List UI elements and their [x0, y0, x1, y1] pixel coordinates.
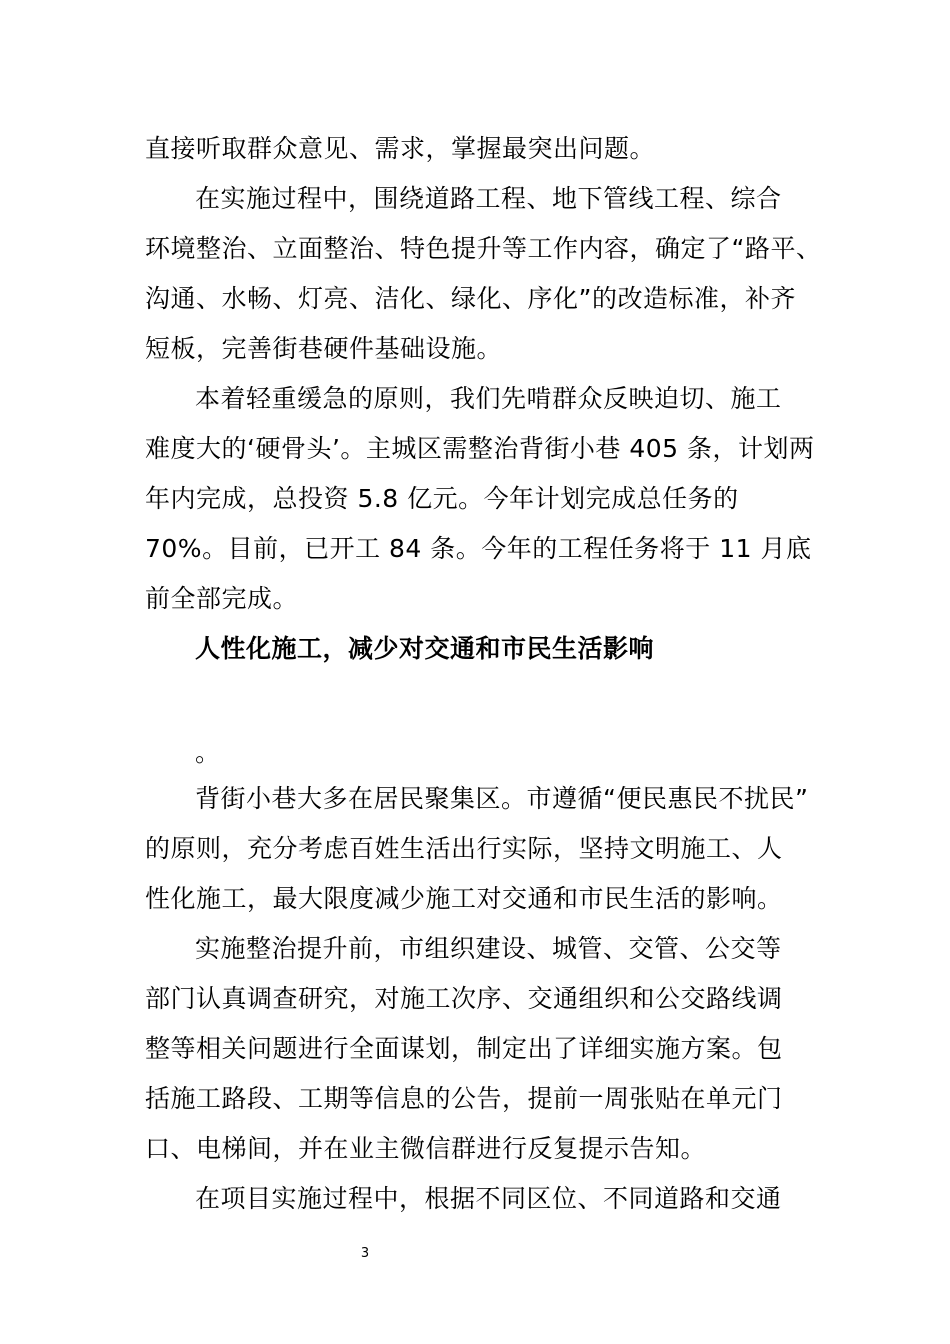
paragraph-line: 括施工路段、工期等信息的公告，提前一周张贴在单元门: [145, 1084, 783, 1113]
paragraph-line: 前全部完成。: [145, 584, 299, 613]
paragraph-line: 难度大的‘硬骨头’。主城区需整治背街小巷 405 条，计划两: [145, 434, 815, 463]
paragraph-line: 背街小巷大多在居民聚集区。市遵循“便民惠民不扰民”: [195, 784, 809, 813]
paragraph-line: 沟通、水畅、灯亮、洁化、绿化、序化”的改造标准，补齐: [145, 284, 796, 313]
paragraph-line: 性化施工，最大限度减少施工对交通和市民生活的影响。: [145, 884, 783, 913]
paragraph-line: 实施整治提升前，市组织建设、城管、交管、公交等: [195, 934, 782, 963]
paragraph-line: 口、电梯间，并在业主微信群进行反复提示告知。: [145, 1134, 707, 1163]
paragraph-line: 直接听取群众意见、需求，掌握最突出问题。: [145, 134, 656, 163]
paragraph-line: 在项目实施过程中，根据不同区位、不同道路和交通: [195, 1184, 782, 1213]
paragraph-line: 年内完成，总投资 5.8 亿元。今年计划完成总任务的: [145, 484, 739, 513]
stray-punctuation: 。: [195, 738, 221, 767]
paragraph-line: 整等相关问题进行全面谋划，制定出了详细实施方案。包: [145, 1034, 783, 1063]
paragraph-line: 短板，完善街巷硬件基础设施。: [145, 334, 503, 363]
paragraph-line: 70%。目前，已开工 84 条。今年的工程任务将于 11 月底: [145, 534, 812, 563]
paragraph-line: 本着轻重缓急的原则，我们先啃群众反映迫切、施工: [195, 384, 782, 413]
page-number: 3: [360, 1246, 370, 1261]
section-heading: 人性化施工，减少对交通和市民生活影响: [195, 634, 655, 663]
paragraph-line: 部门认真调查研究，对施工次序、交通组织和公交路线调: [145, 984, 783, 1013]
paragraph-line: 在实施过程中，围绕道路工程、地下管线工程、综合: [195, 184, 782, 213]
paragraph-line: 的原则，充分考虑百姓生活出行实际，坚持文明施工、人: [145, 834, 783, 863]
paragraph-line: 环境整治、立面整治、特色提升等工作内容，确定了“路平、: [145, 234, 822, 263]
